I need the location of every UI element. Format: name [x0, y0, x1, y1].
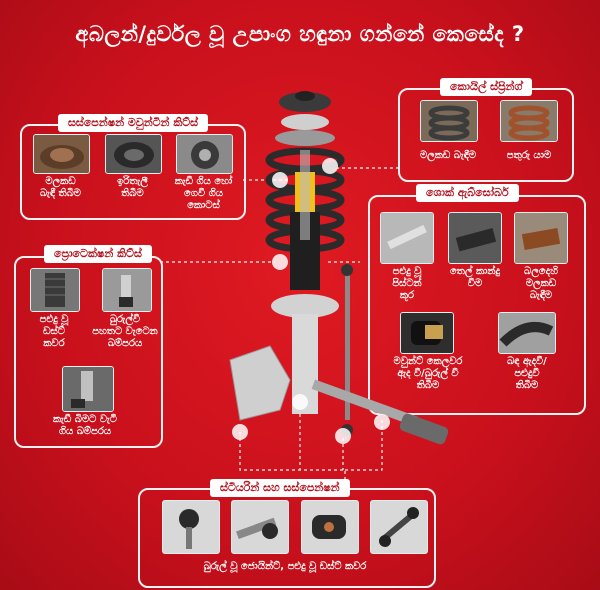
- caption-peeling-spring: පතුරු යාම: [506, 150, 552, 161]
- panel-header-protection: ප්‍රොටෙක්ෂන් කිට්ස්: [44, 245, 152, 263]
- broken-bumper-image: [63, 367, 113, 411]
- caption-oil-leak: තෙල් කාන්දු වීම: [449, 266, 500, 289]
- thumb-stabilizer-link: [370, 500, 428, 554]
- caption-bent-body: බඳ ඇදවී/ පළුදුවී තිබීම: [507, 356, 547, 391]
- thumb-bushing: [301, 500, 359, 554]
- thumb-loose-bumper: [102, 268, 152, 312]
- rusted-mount-image: [34, 135, 89, 173]
- bent-body-image: [499, 313, 555, 353]
- caption-broken: කැඩී ගිය හෝ ගෙවී ගිය කොටස්: [174, 176, 233, 211]
- loose-bumper-image: [103, 269, 151, 311]
- thumb-rusted-mount: [33, 134, 90, 174]
- caption-rusted: මලකඩ බැඳී තිබීම: [40, 176, 81, 199]
- caption-dust-cover: පළුදු වූ ඩස්ට් කවර: [39, 314, 69, 349]
- panel-header-steering: ස්ටියරින් සහ සස්පෙන්ෂන්: [210, 479, 350, 497]
- page-title: අබලන්/දුර්වල වූ උපාංග හඳුනා ගන්නේ කෙසේද ?: [75, 22, 525, 46]
- body-rust-image: [515, 213, 567, 263]
- thumb-broken-bumper: [62, 366, 114, 412]
- caption-mount-end: මවුන්ට් කෙලවර ඇද වී/බුරුල් වී තිබීම: [393, 356, 463, 391]
- thumb-peeling-spring: [500, 100, 558, 142]
- bushing-image: [302, 501, 358, 553]
- ball-joint-image: [163, 501, 219, 553]
- thumb-tie-rod: [231, 500, 289, 554]
- stabilizer-link-image: [371, 501, 427, 553]
- rack-boot-shape: [398, 412, 449, 445]
- strut-assembly-illustration: [210, 80, 460, 460]
- panel-header-suspension-mounting: සස්පෙන්ෂන් මවුන්ටින් කිට්ස්: [58, 114, 208, 132]
- panel-header-coil-spring: කොයිල් ස්ප්‍රින්ග්: [440, 78, 532, 96]
- peeling-spring-image: [501, 101, 557, 141]
- caption-broken-bumper: කැඩී බිමට වැටී ගිය බම්පරය: [53, 414, 117, 437]
- thumb-dust-cover: [30, 268, 80, 312]
- thumb-cracked-mount: [105, 134, 162, 174]
- panel-header-shock-absorber: ශොක් ඇබ්සෝබර්: [416, 184, 519, 202]
- caption-loose-bumper: බුරුල්වී පහතට වැටෙන බම්පරය: [92, 314, 158, 349]
- steering-knuckle-shape: [230, 346, 290, 420]
- caption-cracked: ඉරිතැලී තිබීම: [117, 176, 148, 199]
- spring-seat-shape: [275, 130, 335, 146]
- tie-rod-image: [232, 501, 288, 553]
- caption-damaged-piston: පළුදු වූ පිස්ටන් කූර: [392, 266, 422, 301]
- thumb-body-rust: [514, 212, 568, 264]
- caption-rusty-spring: මලකඩ බැඳීම: [419, 150, 477, 161]
- bearing-plate-shape: [281, 114, 329, 130]
- dust-cover-image: [31, 269, 79, 311]
- thumb-ball-joint: [162, 500, 220, 554]
- caption-body-rust: බලදෙහි මලකඩ බැඳීම: [524, 266, 558, 301]
- cracked-mount-image: [106, 135, 161, 173]
- caption-steering: බුරුල් වූ ජොයින්ට්, පළුදු වූ ඩස්ට් කවර: [203, 561, 367, 572]
- thumb-bent-body: [498, 312, 556, 354]
